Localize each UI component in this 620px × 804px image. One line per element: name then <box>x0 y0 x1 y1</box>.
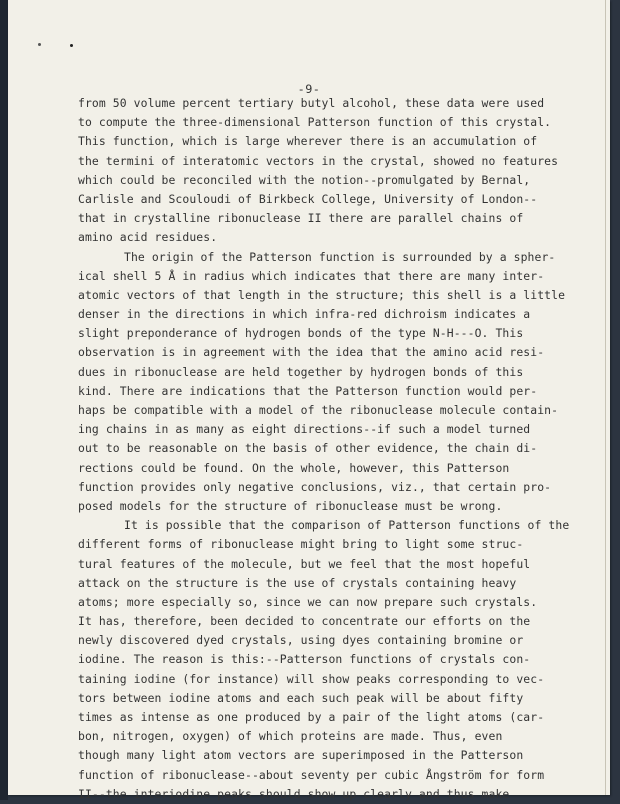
body-text <box>78 94 578 804</box>
text-line: posed models for the structure of ribonuclease must be wrong. <box>78 498 503 513</box>
text-line: the termini of interatomic vectors in the crystal, showed no features <box>78 153 559 168</box>
page-number: -9- <box>297 82 321 96</box>
text-line: taining iodine (for instance) will show peaks corresponding to vec- <box>78 671 545 686</box>
punch-mark <box>38 43 41 46</box>
text-line: rections could be found. On the whole, however, this Patterson <box>78 460 510 475</box>
text-line: ing chains in as many as eight directions--if such a model turned <box>78 422 531 437</box>
text-line: ical shell 5 Å in radius which indicates that there are many inter- <box>78 268 545 283</box>
text-line: tors between iodine atoms and each such peak will be about fifty <box>78 690 524 705</box>
text-line: dues in ribonuclease are held together by hydrogen bonds of this <box>78 364 524 379</box>
punch-mark <box>70 44 73 47</box>
text-line: different forms of ribonuclease might bring to light some struc- <box>78 537 524 552</box>
text-line: which could be reconciled with the notion--promulgated by Bernal, <box>78 172 531 187</box>
text-line: bon, nitrogen, oxygen) of which proteins are made. Thus, even <box>78 729 503 744</box>
text-line: It has, therefore, been decided to concentrate our efforts on the <box>78 614 531 629</box>
text-line: atomic vectors of that length in the structure; this shell is a little <box>78 287 566 302</box>
text-line: observation is in agreement with the idea that the amino acid resi- <box>78 345 545 360</box>
text-line: function of ribonuclease--about seventy per cubic Ångström for form <box>78 767 545 782</box>
text-line: times as intense as one produced by a pair of the light atoms (car- <box>78 710 545 724</box>
text-line: Carlisle and Scouloudi of Birkbeck College, University of London-- <box>78 191 538 206</box>
text-line: haps be compatible with a model of the ribonuclease molecule contain- <box>78 403 559 417</box>
text-line: amino acid residues. <box>78 230 218 245</box>
binder-edge <box>0 0 8 800</box>
text-line: though many light atom vectors are superimposed in the Patterson <box>78 748 524 763</box>
text-line: newly discovered dyed crystals, using dyes containing bromine or <box>78 633 524 648</box>
page-edge-line <box>605 0 606 795</box>
text-line: It is possible that the comparison of Patterson functions of the <box>124 518 570 533</box>
text-line: II--the interiodine peaks should show up clearly and thus make <box>78 786 510 801</box>
text-line: The origin of the Patterson function is surrounded by a spher- <box>124 249 556 264</box>
text-line: atoms; more especially so, since we can now prepare such crystals. <box>78 594 538 609</box>
text-line: out to be reasonable on the basis of other evidence, the chain di- <box>78 441 538 456</box>
text-line: attack on the structure is the use of crystals containing heavy <box>78 575 517 590</box>
text-line: that in crystalline ribonuclease II there are parallel chains of <box>78 211 524 226</box>
text-line: from 50 volume percent tertiary butyl alcohol, these data were used <box>78 96 545 110</box>
text-line: slight preponderance of hydrogen bonds of the type N-H---O. This <box>78 326 524 341</box>
text-line: to compute the three-dimensional Patterson function of this crystal. <box>78 115 552 130</box>
text-line: function provides only negative conclusions, viz., that certain pro- <box>78 479 552 494</box>
document-page <box>8 0 610 801</box>
text-line: denser in the directions in which infra-red dichroism indicates a <box>78 307 531 322</box>
text-line: This function, which is large wherever there is an accumulation of <box>78 134 538 149</box>
text-line: tural features of the molecule, but we feel that the most hopeful <box>78 556 531 571</box>
text-line: kind. There are indications that the Patterson function would per- <box>78 383 538 398</box>
text-line: iodine. The reason is this:--Patterson functions of crystals con- <box>78 652 531 667</box>
